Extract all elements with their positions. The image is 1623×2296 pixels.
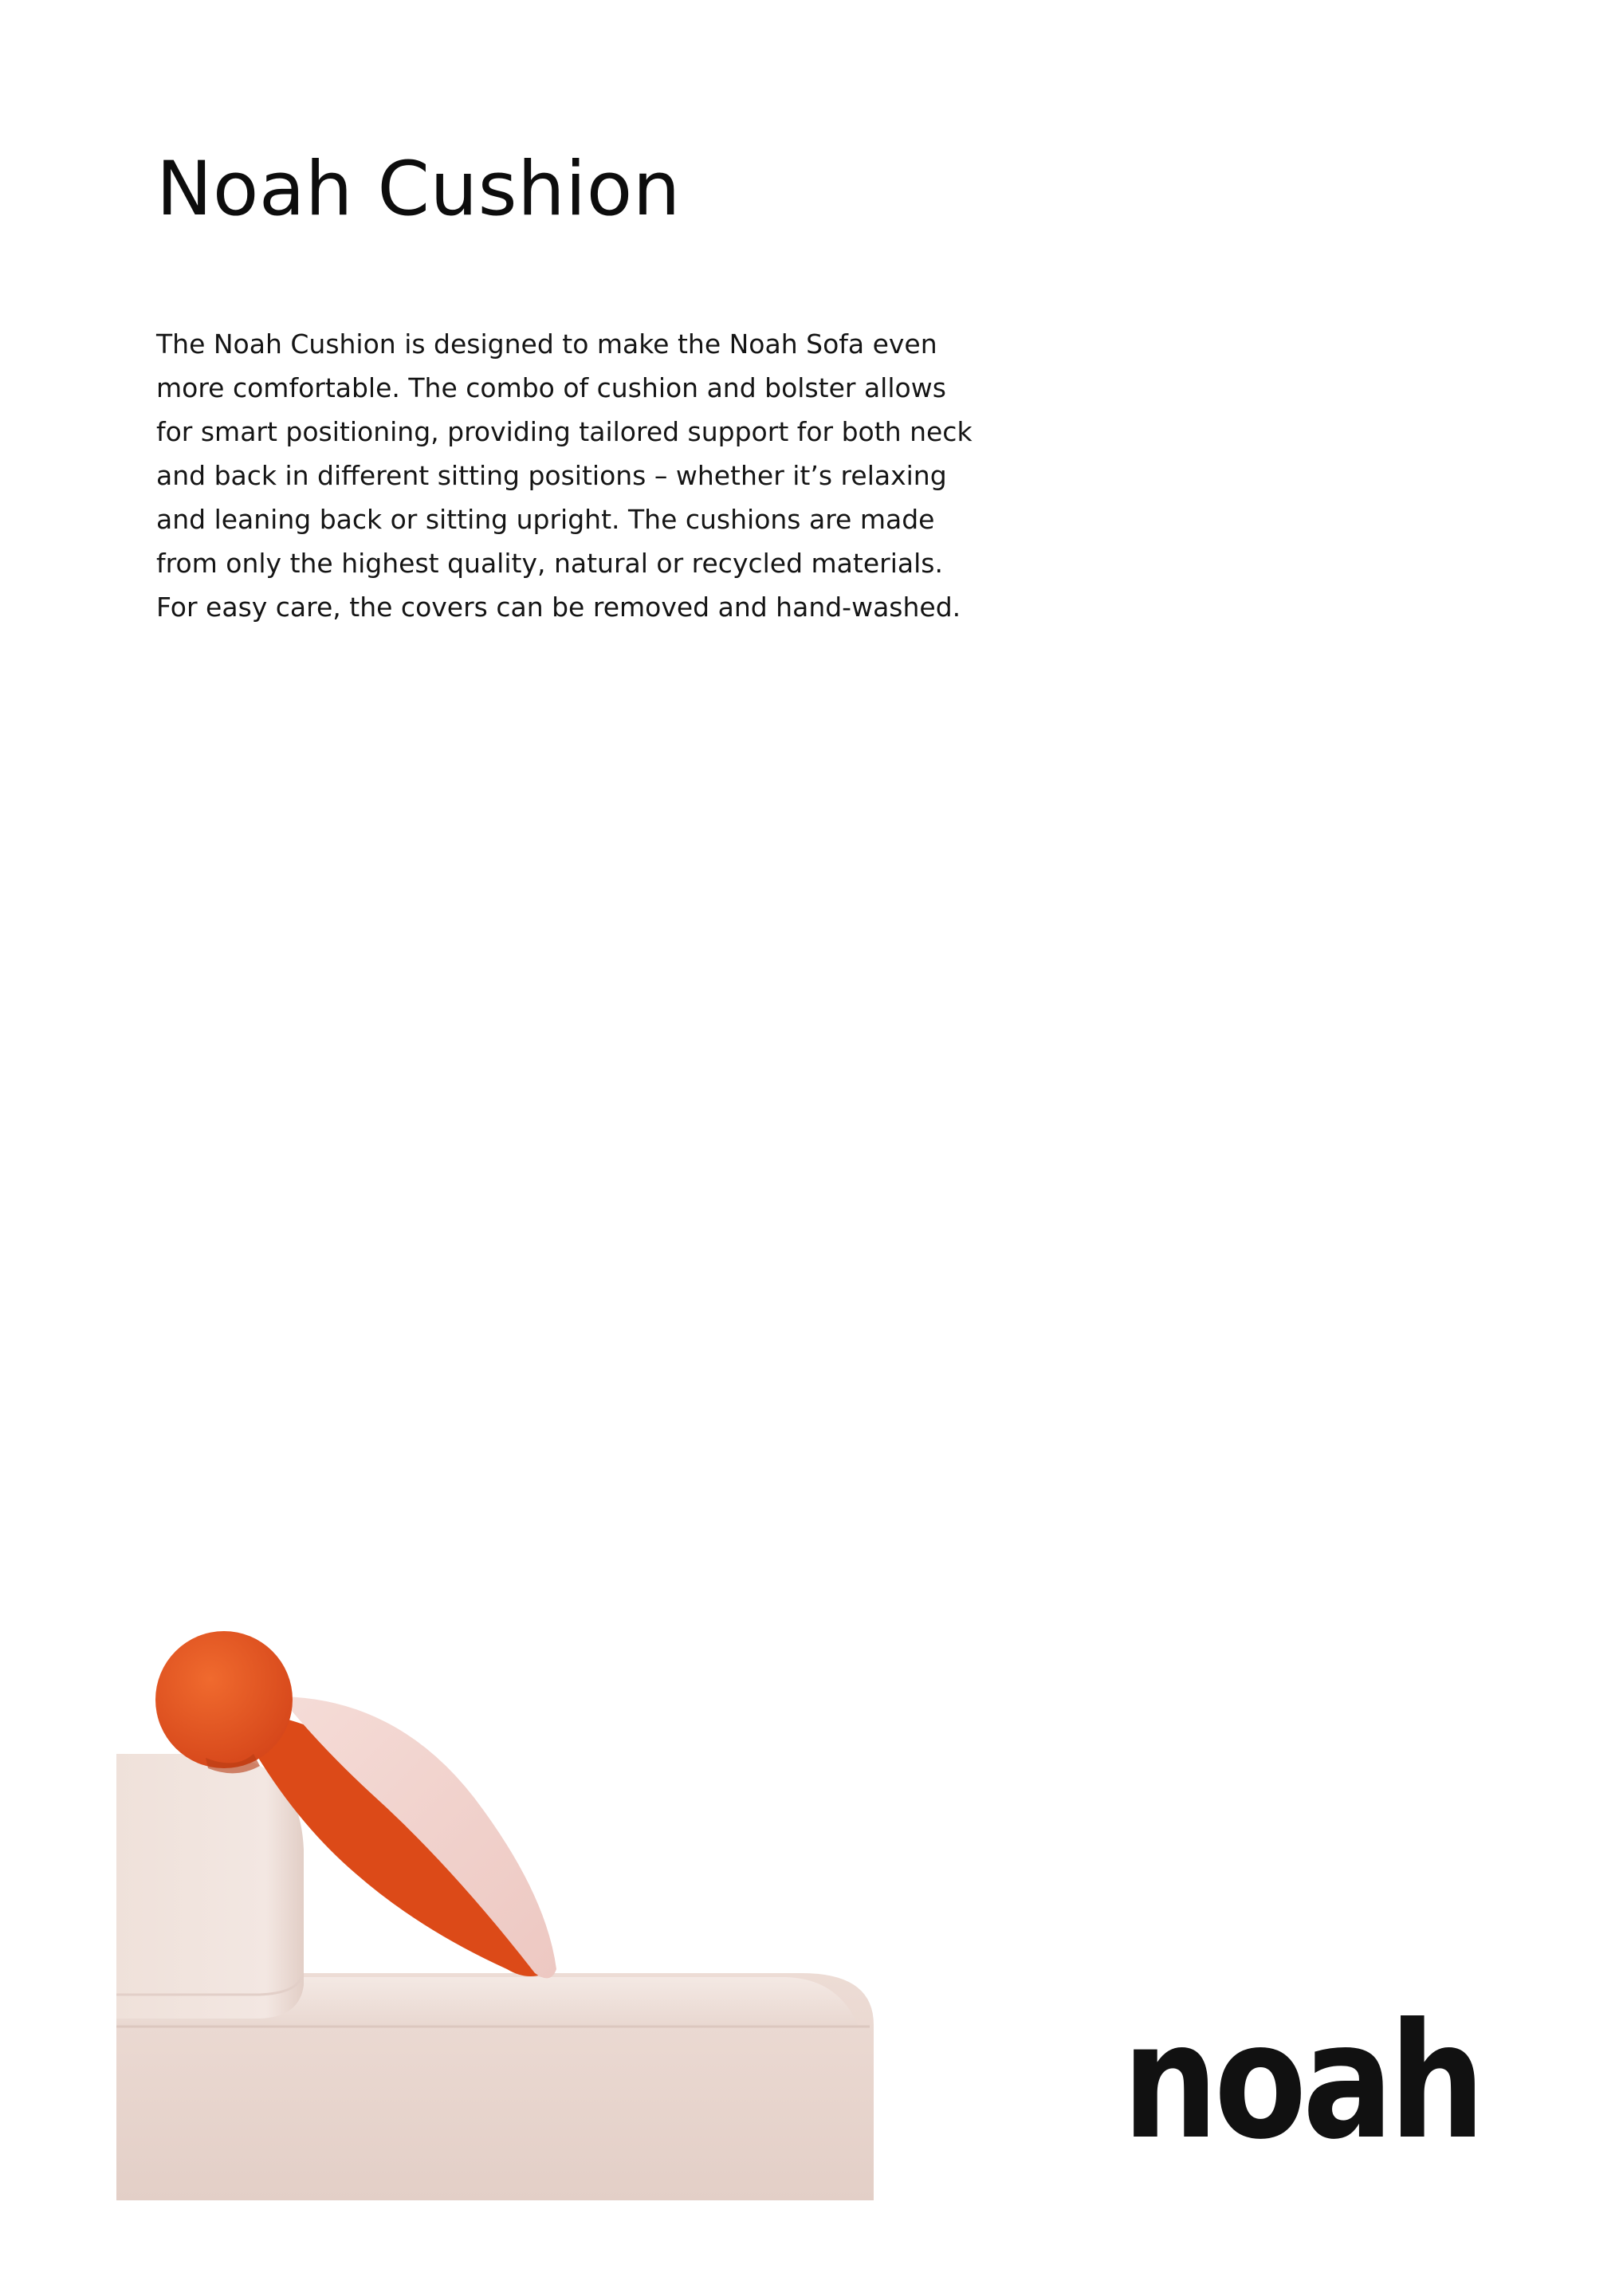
description-line: from only the highest quality, natural or recycled materials. [156, 548, 943, 579]
description-line: For easy care, the covers can be removed and hand-washed. [156, 592, 961, 623]
logo-wordmark: noah [1122, 1989, 1481, 2175]
sofa-backrest [116, 1754, 304, 2019]
page-title: Noah Cushion [156, 146, 681, 233]
description-line: and back in different sitting positions – whether it’s relaxing [156, 460, 947, 491]
description-line: The Noah Cushion is designed to make the Noah Sofa even [156, 328, 937, 360]
product-description [156, 322, 973, 629]
brand-logo [1122, 1989, 1483, 2175]
product-photo [116, 1610, 874, 2200]
sofa-cushion-illustration [116, 1610, 874, 2200]
description-line: for smart positioning, providing tailored support for both neck [156, 416, 973, 447]
description-line: and leaning back or sitting upright. The cushions are made [156, 504, 935, 535]
bolster-orange [155, 1631, 293, 1768]
description-line: more comfortable. The combo of cushion and bolster allows [156, 372, 946, 403]
